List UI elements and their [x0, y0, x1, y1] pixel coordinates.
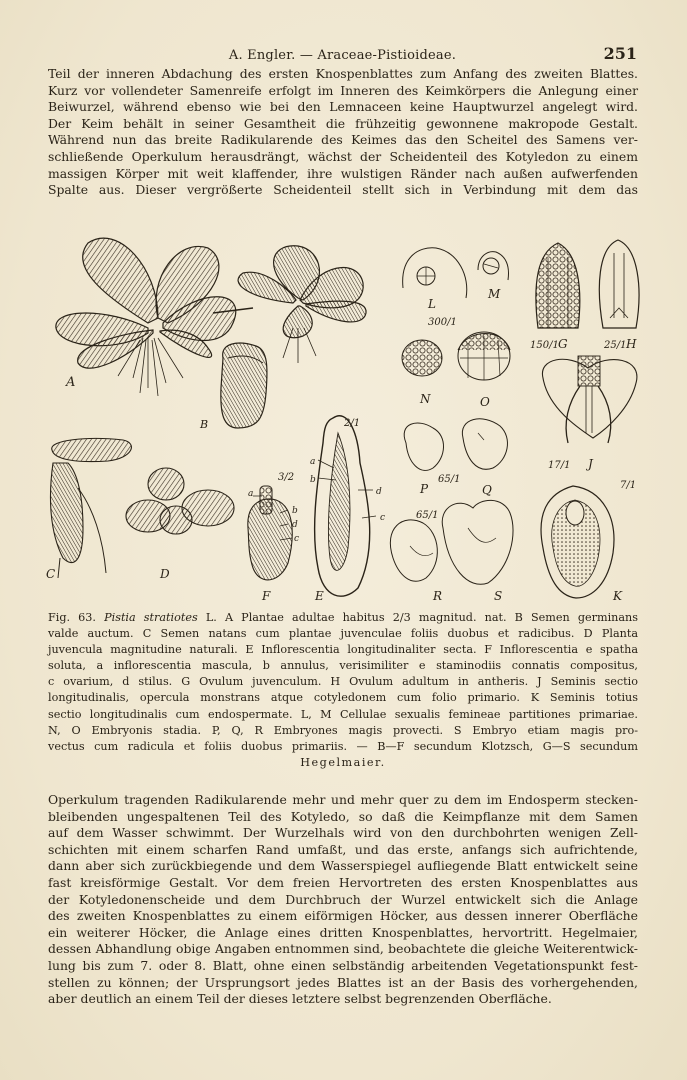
label-f-b: b	[292, 506, 298, 516]
drawing-c-floating-seed	[46, 438, 131, 581]
mag-e: 2/1	[344, 418, 361, 429]
label-d: D	[160, 567, 170, 581]
text-line: des zweiten Knospenblattes zu einem eiförmigen Höcker, aus dessen innerer Oberfläche	[48, 908, 638, 924]
text-line: ein weiterer Höcker, die Anlage eines dritten Knospenblattes, hervortritt. Hegelmaier,	[48, 924, 638, 940]
label-j: J	[588, 457, 593, 471]
mag-g: 150/1	[530, 340, 559, 351]
text-line: schichten mit einem scharfen Rand umfaßt, und das erste, anfangs sich aufrichtende,	[48, 841, 638, 857]
figure-caption	[48, 610, 638, 771]
caption-line: juvencula magnitudine naturali. E Inflorescentia longitudinaliter secta. F Inflorescentia e spatha	[48, 643, 638, 657]
text-line: auf dem Wasser schwimmt. Der Wurzelhals wird von den durchbohrten wenigen Zell-	[48, 825, 638, 841]
drawing-r-s-embryos	[390, 500, 513, 584]
running-title: A. Engler. — Araceae-Pistioideae.	[228, 48, 457, 63]
mag-j: 17/1	[548, 460, 571, 471]
drawing-e-inflorescence-section	[310, 416, 385, 603]
label-l: L	[428, 297, 436, 311]
text-line: Beiwurzel, während ebenso wie bei den Lemnaceen keine Hauptwurzel angelegt wird.	[48, 99, 638, 115]
label-e-a: a	[310, 457, 316, 467]
mag-f: 3/2	[278, 472, 295, 483]
label-m: M	[488, 287, 501, 301]
label-f-d: d	[292, 520, 298, 530]
label-g: G	[558, 337, 568, 351]
figure-number: Fig. 63.	[48, 611, 96, 624]
label-b: B	[200, 418, 209, 431]
paragraph-top	[48, 66, 638, 199]
label-e-d: d	[376, 487, 382, 497]
text-line: schließende Operkulum herausdrängt, wächst der Scheidenteil des Kotyledon zu einem	[48, 148, 638, 164]
paragraph-bottom	[48, 792, 638, 1008]
caption-line: sectio longitudinalis cum endospermate. L, M Cellulae sexualis femineae partitiones primariae.	[48, 707, 638, 721]
species-name: Pistia stratiotes	[104, 611, 198, 624]
text-line: dessen Abhandlung obige Angaben entnommen sind, beobachtete die gleiche Weiterentwick-	[48, 941, 638, 957]
label-r: R	[433, 589, 443, 603]
caption-line: Fig. 63. Pistia stratiotes L. A Plantae adultae habitus 2/3 magnitud. nat. B Semen germinans	[48, 611, 638, 624]
caption-line: c ovarium, d stilus. G Ovulum juvenculum. H Ovulum adultum in antheris. J Seminis sectio	[48, 675, 638, 689]
mag-r-s: 65/1	[416, 510, 439, 521]
drawing-k-whole-seed-section	[541, 486, 614, 598]
caption-line: soluta, a inflorescentia mascula, b annulus, verisimiliter e staminodiis connatis compositus,	[48, 659, 638, 673]
caption-line: valde auctum. C Semen natans cum plantae juvenculae foliis duobus et radicibus. D Planta	[48, 627, 638, 641]
label-e-c: c	[380, 513, 386, 523]
text-line: Während nun das breite Radikularende des Keimes das den Scheitel des Samens ver-	[48, 132, 638, 148]
drawing-f-inflorescence	[248, 472, 299, 603]
caption-line: longitudinalis, opercula monstrans atque cotyledonem cum folio primario. K Seminis totius	[48, 691, 638, 705]
mag-k: 7/1	[620, 480, 637, 491]
text-line: stellen zu können; der Ursprungsort jedes Blattes ist an der Basis des vorhergehenden,	[48, 974, 638, 990]
label-f: F	[262, 589, 271, 603]
label-h: H	[626, 337, 637, 351]
text-line: massigen Körper mit weit klaffender, ihre wulstigen Ränder nach außen aufwerfenden	[48, 165, 638, 181]
text-line: dann aber sich zurückbiegende und dem Wasserspiegel aufliegende Blatt entwickelt seine	[48, 858, 638, 874]
text-line: Teil der inneren Abdachung des ersten Knospenblattes zum Anfang des zweiten Blattes.	[48, 66, 638, 81]
drawing-a-adult-plant	[56, 238, 366, 396]
label-n: N	[420, 392, 431, 406]
mag-h: 25/1	[604, 340, 627, 351]
drawing-d-young-plant	[126, 468, 234, 581]
label-e-b: b	[310, 475, 316, 485]
label-o: O	[480, 395, 490, 409]
mag-p-q: 65/1	[438, 474, 461, 485]
caption-line: N, O Embryonis stadia. P, Q, R Embryones magis provecti. S Embryo etiam magis pro-	[48, 723, 638, 737]
drawing-h-adult-ovule	[599, 240, 639, 328]
page-number: 251	[603, 44, 637, 63]
drawing-p-q-embryos	[404, 419, 507, 471]
label-e: E	[315, 589, 324, 603]
label-f-c: c	[294, 534, 300, 544]
drawing-j-seed-section	[542, 356, 636, 443]
text-line: Spalte aus. Dieser vergrößerte Scheidenteil stellt sich in Verbindung mit dem das	[48, 182, 638, 198]
label-q: Q	[482, 483, 492, 497]
label-f-a: a	[248, 489, 254, 499]
running-header	[48, 44, 637, 68]
figure-63-illustration	[48, 228, 638, 606]
text-line: Kurz vor vollendeter Samenreife erfolgt im Inneren des Keimkörpers die Anlegung einer	[48, 82, 638, 98]
label-k: K	[613, 589, 622, 603]
text-line: Der Keim behält in seiner Gesamtheit die frühzeitig gewonnene makropode Gestalt.	[48, 115, 638, 131]
text-line: aber deutlich an einem Teil der dieses letztere selbst begrenzenden Oberfläche.	[48, 991, 552, 1007]
drawing-n-o-embryos	[402, 332, 510, 380]
caption-line-last: Hegelmaier.	[300, 755, 386, 769]
caption-line: vectus cum radicula et foliis duobus primariis. — B—F secundum Klotzsch, G—S secundum	[48, 739, 638, 753]
label-p: P	[420, 482, 429, 496]
mag-l-m: 300/1	[428, 317, 457, 328]
label-s: S	[494, 589, 503, 603]
text-line: bleibenden ungespaltenen Teil des Kotyledo, so daß die Keimpflanze mit dem Samen	[48, 808, 638, 824]
text-line: Operkulum tragenden Radikularende mehr und mehr quer zu dem im Endosperm stecken-	[48, 792, 638, 807]
text-line: der Kotyledonenscheide und dem Durchbruch der Wurzel entwickelt sich die Anlage	[48, 891, 638, 907]
drawing-g-young-ovule	[536, 243, 580, 328]
label-c: C	[46, 567, 56, 581]
text-line: fast kreisförmige Gestalt. Vor dem freien Hervortreten des ersten Knospenblattes aus	[48, 874, 638, 890]
text-line: lung bis zum 7. oder 8. Blatt, ohne einen selbständig arbeitenden Vegetationspunkt fest-	[48, 957, 638, 973]
label-a: A	[66, 375, 76, 390]
